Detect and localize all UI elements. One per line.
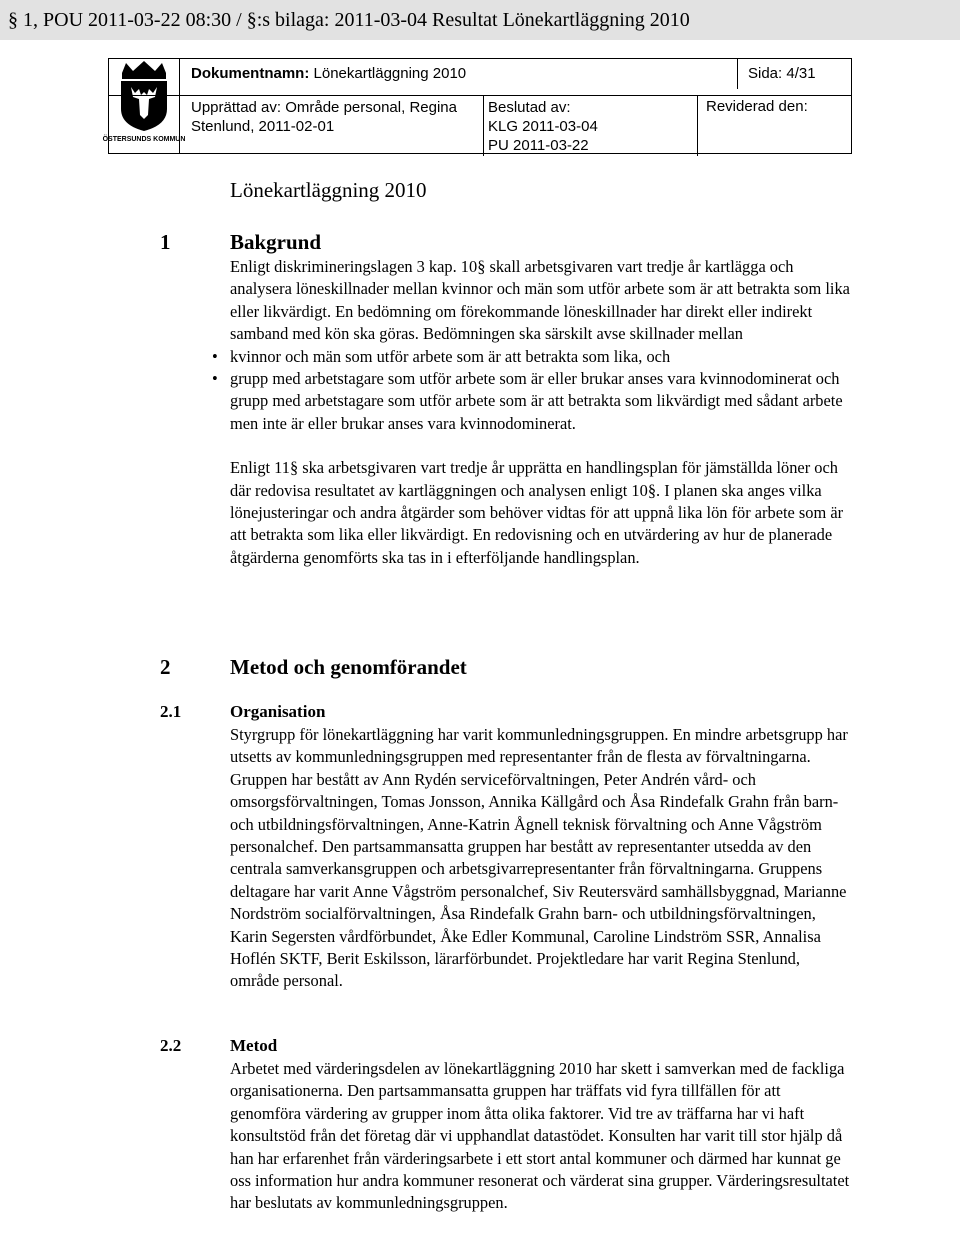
list-item: • kvinnor och män som utför arbete som är att betrakta som lika, och	[212, 346, 850, 368]
document-title-bar: § 1, POU 2011-03-22 08:30 / §:s bilaga: 2011-03-04 Resultat Lönekartläggning 2010	[0, 0, 960, 40]
section-2-2-body: Arbetet med värderingsdelen av lönekartläggning 2010 har skett i samverkan med de fackliga organisationerna. Den partsammansatta gruppen har träffats vid fyra tillfällen för att genomföra värdering av grupper inom åtta olika faktorer. Vid tre av träffarna har vi haft konsultstöd från det företag där vi upphandlat datastödet. Konsulten har varit till stor hjälp då han har erfarenhet från värderingsarbete i ett stort antal kommuner och därmed har kunnat ge oss information hur andra kommuner resonerat och värderat sina grupper. Värderingsresultatet har beslutats av kommunledningsgruppen.	[230, 1059, 850, 1213]
section-1-paragraph-2: Enligt 11§ ska arbetsgivaren vart tredje år upprätta en handlingsplan för jämställda löner och där redovisa resultatet av kartläggningen och analysen enligt 10§. I planen ska anges vilka lönejusteringar och andra åtgärder som behöver vidtas för att uppnå lika lön för arbete som är att betrakta som lika eller likvärdigt. En redovisning och en utvärdering av hur de planerade åtgärderna genomförts ska tas in i efterföljande handlingsplan.	[230, 458, 844, 567]
section-1-body	[230, 256, 850, 569]
document-title: Lönekartläggning 2010	[230, 178, 427, 202]
revised-date: Reviderad den:	[697, 95, 860, 156]
prepared-by: Upprättad av: Område personal, Regina Stenlund, 2011-02-01	[191, 99, 457, 135]
document-header-table	[102, 58, 852, 154]
section-1-paragraph-1: Enligt diskrimineringslagen 3 kap. 10§ skall arbetsgivaren vart tredje år kartlägga och analysera löneskillnader mellan kvinnor och män som utför arbete som är att betrakta som lika eller likvärdigt. En bedömning om förekommande löneskillnader har direkt eller indirekt samband med kön ska göras. Bedömningen ska särskilt avse skillnader mellan	[230, 257, 850, 344]
list-item: • grupp med arbetstagare som utför arbete som är eller brukar anses vara kvinnodominerat och grupp med arbetstagare som utför arbete som är att betrakta som likvärdigt med sådant arbete men inte är eller brukar anses vara kvinnodominerat.	[212, 368, 850, 435]
page-number: Sida: 4/31	[737, 59, 816, 89]
decided-by: Beslutad av: KLG 2011-03-04 PU 2011-03-22	[483, 95, 702, 156]
document-name: Dokumentnamn: Lönekartläggning 2010	[191, 65, 467, 82]
section-2-1-body: Styrgrupp för lönekartläggning har varit kommunledningsgruppen. En mindre arbetsgrupp har utsetts av kommunledningsgruppen med representanter från de flesta av förvaltningarna. Gruppen har bestått av Ann Rydén serviceförvaltningen, Peter Andrén vård- och omsorgsförvaltningen, Tomas Jonsson, Annika Källgård och Åsa Rindefalk Grahn från barn- och utbildningsförvaltningen, Anne-Katrin Ågnell teknisk förvaltning och Anne Vågström personalchef. Den partsammansatta gruppen har bestått av representanter utsedda av den centrala samverkansgruppen och arbetsgivarrepresentanter från förvaltningarna. Gruppens deltagare har varit Anne Vågström personalchef, Siv Reutersvärd samhällsbyggnad, Marianne Nordström socialförvaltningen, Åsa Rindefalk Grahn barn- och utbildningsförvaltningen, Karin Segersten vårdförbundet, Åke Edler Kommunal, Caroline Lindström SSR, Annalisa Hoflén SKTF, Berit Eskilsson, lärarförbundet. Projektledare har varit Regina Stenlund, område personal.	[230, 725, 848, 991]
svg-text:ÖSTERSUNDS KOMMUN: ÖSTERSUNDS KOMMUN	[102, 136, 186, 143]
